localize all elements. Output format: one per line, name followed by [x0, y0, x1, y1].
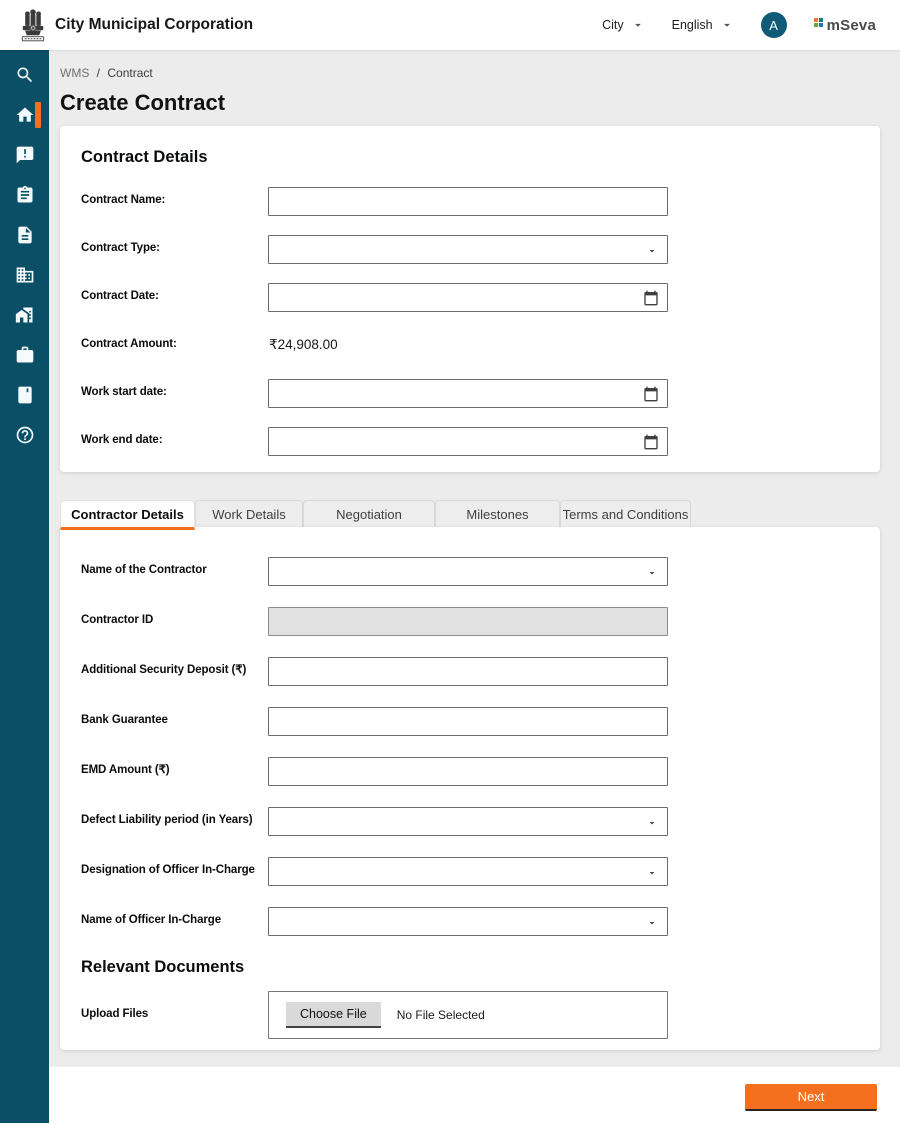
national-emblem-logo [20, 6, 46, 44]
page-title: Create Contract [60, 90, 226, 115]
chevron-down-icon [631, 18, 645, 32]
contract-details-heading: Contract Details [81, 148, 208, 166]
search-icon [15, 65, 35, 85]
chevron-down-icon [646, 917, 658, 929]
officer-designation-select[interactable] [268, 857, 668, 886]
defect-liability-label: Defect Liability period (in Years) [81, 814, 253, 827]
city-selector[interactable] [602, 18, 645, 32]
home-work-icon [15, 305, 35, 325]
contractor-name-select[interactable] [268, 557, 668, 586]
calendar-icon [643, 290, 659, 306]
chevron-down-icon [646, 867, 658, 879]
no-file-selected-text: No File Selected [396, 1008, 485, 1022]
breadcrumb-separator: / [96, 66, 101, 80]
contract-amount-label: Contract Amount: [81, 338, 177, 351]
sidebar-item-assignments[interactable] [0, 175, 49, 215]
work-end-date-input[interactable] [268, 427, 668, 456]
form-row [81, 273, 859, 321]
avatar[interactable] [761, 12, 787, 38]
tab-contractor-details[interactable]: Contractor Details [60, 500, 195, 530]
sidebar-item-records[interactable] [0, 375, 49, 415]
contractor-id-input [268, 607, 668, 636]
work-end-date-label: Work end date: [81, 434, 163, 447]
header-controls [602, 12, 900, 38]
calendar-icon [643, 434, 659, 450]
contractor-id-label: Contractor ID [81, 614, 154, 627]
main-content [49, 50, 900, 1067]
sidebar-item-properties[interactable] [0, 295, 49, 335]
assignment-icon [15, 185, 35, 205]
contract-date-input[interactable] [268, 283, 668, 312]
sidebar-item-home[interactable] [0, 95, 49, 135]
next-button[interactable]: Next [745, 1084, 877, 1111]
sidebar [0, 50, 49, 1123]
complaints-icon [15, 145, 35, 165]
breadcrumb-wms[interactable]: WMS [60, 66, 90, 80]
file-upload-box [268, 991, 668, 1039]
upload-files-label: Upload Files [81, 1008, 149, 1021]
contract-details-card [60, 126, 880, 472]
form-row [81, 225, 859, 273]
contractor-details-card [60, 527, 880, 1050]
building-icon [15, 265, 35, 285]
officer-name-label: Name of Officer In-Charge [81, 914, 221, 927]
additional-security-deposit-label: Additional Security Deposit (₹) [81, 664, 247, 677]
form-row [81, 896, 859, 946]
form-row [81, 321, 859, 369]
chevron-down-icon [646, 567, 658, 579]
sidebar-item-documents[interactable] [0, 215, 49, 255]
emd-amount-input[interactable] [268, 757, 668, 786]
form-row [81, 746, 859, 796]
app-header [0, 0, 900, 50]
home-icon [15, 105, 35, 125]
book-icon [15, 385, 35, 405]
language-selector-label: English [671, 18, 713, 32]
defect-liability-select[interactable] [268, 807, 668, 836]
contract-date-label: Contract Date: [81, 290, 159, 303]
form-row [81, 696, 859, 746]
chevron-down-icon [720, 18, 734, 32]
document-icon [15, 225, 35, 245]
language-selector[interactable] [672, 18, 734, 32]
tab-terms-and-conditions[interactable]: Terms and Conditions [560, 500, 691, 527]
sidebar-item-search[interactable] [0, 55, 49, 95]
help-icon [15, 425, 35, 445]
additional-security-deposit-input[interactable] [268, 657, 668, 686]
contract-type-select[interactable] [268, 235, 668, 264]
mseva-logo-mark [814, 18, 823, 27]
contract-name-label: Contract Name: [81, 194, 166, 207]
tab-bar [60, 500, 691, 527]
briefcase-icon [15, 345, 35, 365]
calendar-icon [643, 386, 659, 402]
contract-amount-value: ₹24,908.00 [269, 337, 338, 352]
chevron-down-icon [646, 817, 658, 829]
breadcrumb-current: Contract [107, 66, 153, 80]
app-title: City Municipal Corporation [55, 16, 254, 33]
tab-work-details[interactable]: Work Details [195, 500, 303, 527]
form-row [81, 546, 859, 596]
form-row [81, 177, 859, 225]
relevant-documents-heading: Relevant Documents [81, 958, 245, 976]
form-row [81, 369, 859, 417]
city-selector-label: City [602, 18, 624, 32]
bank-guarantee-input[interactable] [268, 707, 668, 736]
officer-name-select[interactable] [268, 907, 668, 936]
form-row [81, 417, 859, 465]
contractor-name-label: Name of the Contractor [81, 564, 207, 577]
contract-name-input[interactable] [268, 187, 668, 216]
work-start-date-input[interactable] [268, 379, 668, 408]
form-row [81, 596, 859, 646]
emd-amount-label: EMD Amount (₹) [81, 764, 170, 777]
tab-negotiation[interactable]: Negotiation [303, 500, 435, 527]
work-start-date-label: Work start date: [81, 386, 167, 399]
sidebar-item-complaints[interactable] [0, 135, 49, 175]
tab-milestones[interactable]: Milestones [435, 500, 560, 527]
sidebar-item-help[interactable] [0, 415, 49, 455]
breadcrumb [60, 66, 900, 80]
action-bar [49, 1067, 900, 1125]
form-row [81, 796, 859, 846]
mseva-logo-text: mSeva [826, 16, 876, 34]
sidebar-item-building[interactable] [0, 255, 49, 295]
bank-guarantee-label: Bank Guarantee [81, 714, 168, 727]
chevron-down-icon [646, 245, 658, 257]
choose-file-button[interactable]: Choose File [286, 1002, 381, 1028]
form-row [81, 646, 859, 696]
form-row [81, 846, 859, 896]
avatar-initial: A [769, 17, 778, 33]
sidebar-item-work[interactable] [0, 335, 49, 375]
contract-type-label: Contract Type: [81, 242, 160, 255]
header-brand-area [0, 6, 253, 44]
form-row [81, 991, 859, 1039]
officer-designation-label: Designation of Officer In-Charge [81, 864, 255, 877]
mseva-logo [814, 17, 876, 34]
